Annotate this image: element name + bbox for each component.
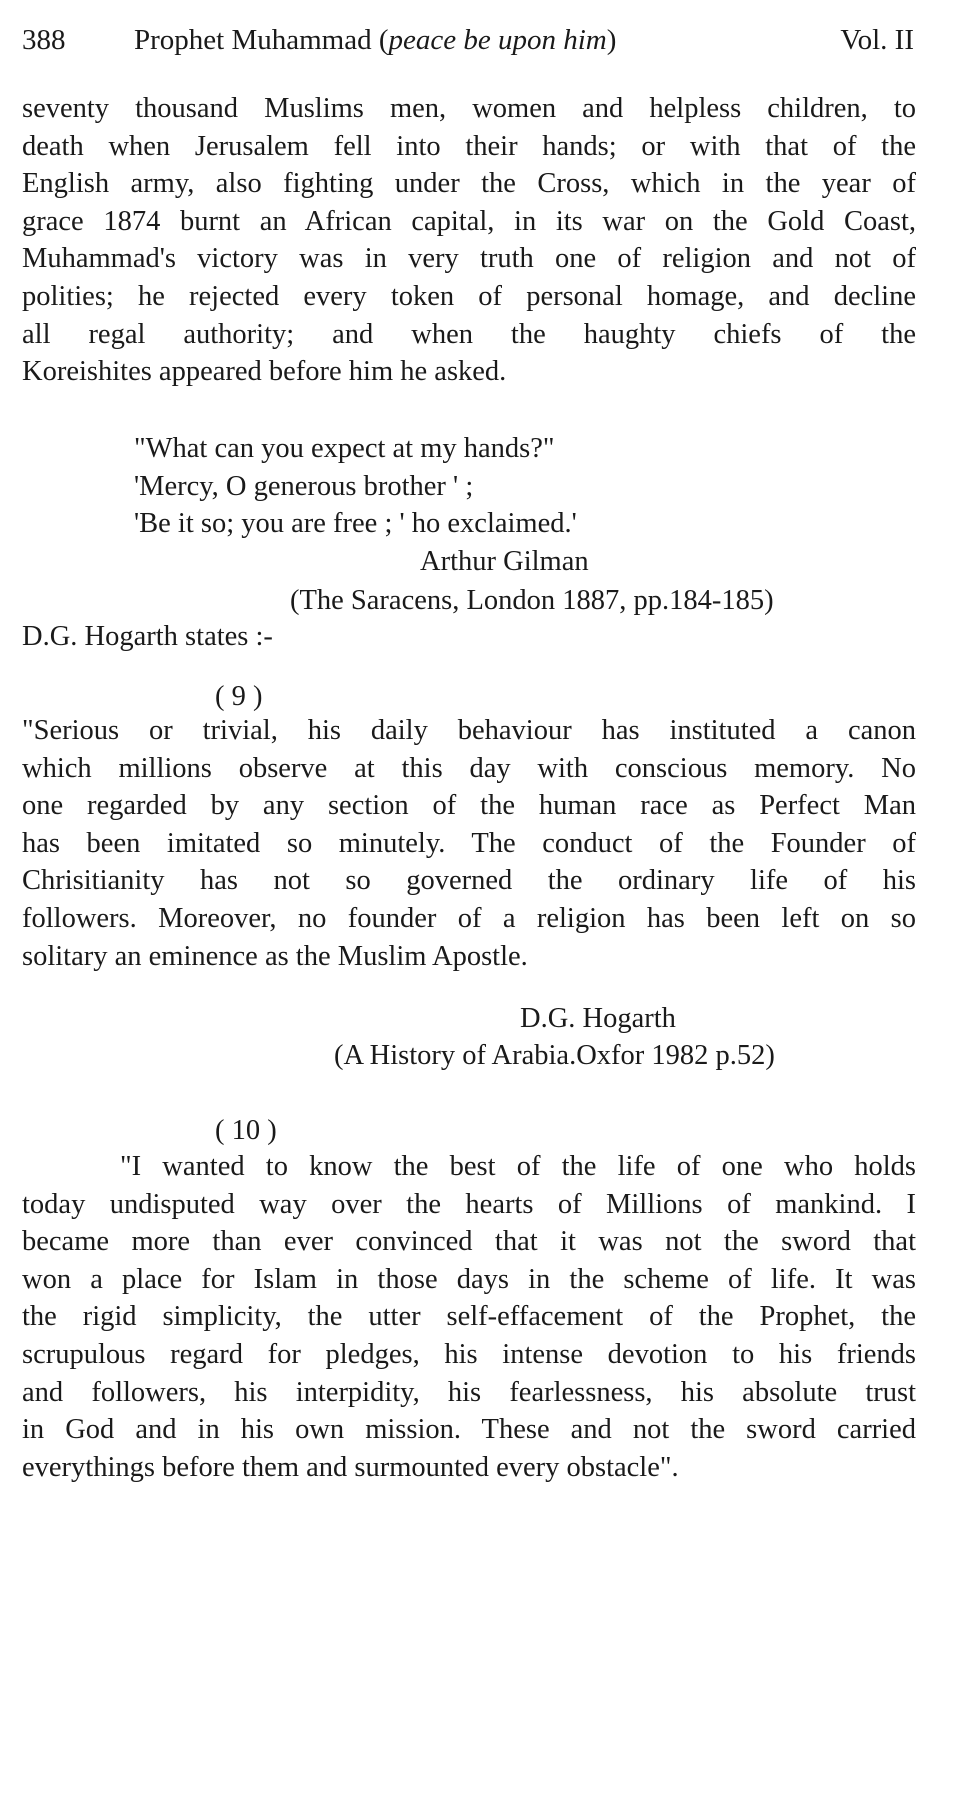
attribution-author: Arthur Gilman (420, 546, 589, 577)
text-line: which millions observe at this day with conscious memory. No (22, 752, 916, 784)
dialogue-quote (134, 430, 577, 543)
text-line: followers. Moreover, no founder of a religion has been left on so (22, 902, 916, 934)
text-line: grace 1874 burnt an African capital, in its war on the Gold Coast, (22, 205, 916, 237)
text-line: everythings before them and surmounted every obstacle". (22, 1451, 679, 1483)
text-line: polities; he rejected every token of personal homage, and decline (22, 280, 916, 312)
book-page (22, 0, 916, 1796)
paragraph-final (22, 1148, 916, 1486)
running-header (22, 18, 916, 62)
text-line: one regarded by any section of the human race as Perfect Man (22, 790, 916, 822)
page-number: 388 (22, 24, 66, 56)
text-line: Chrisitianity has not so governed the ordinary life of his (22, 865, 916, 897)
text-line: won a place for Islam in those days in the scheme of life. It was (22, 1263, 916, 1295)
paragraph-hogarth (22, 712, 916, 975)
text-line: scrupulous regard for pledges, his intense devotion to his friends (22, 1338, 916, 1370)
volume-label: Vol. II (840, 24, 914, 56)
section-intro: D.G. Hogarth states :- (22, 621, 273, 652)
text-line: "Serious or trivial, his daily behaviour has instituted a canon (22, 715, 916, 746)
text-line: solitary an eminence as the Muslim Apostle. (22, 940, 528, 972)
text-line: the rigid simplicity, the utter self-effacement of the Prophet, the (22, 1301, 916, 1333)
text-line: death when Jerusalem fell into their hands; or with that of the (22, 130, 916, 162)
text-line: and followers, his interpidity, his fearlessness, his absolute trust (22, 1376, 916, 1408)
paragraph-continued (22, 90, 916, 391)
text-line: all regal authority; and when the haughty chiefs of the (22, 318, 916, 350)
text-line: "I wanted to know the best of the life of one who holds (120, 1151, 916, 1182)
quote-number: ( 10 ) (215, 1115, 277, 1146)
quote-line: "What can you expect at my hands?" (134, 433, 555, 464)
text-line: English army, also fighting under the Cross, which in the year of (22, 168, 916, 200)
attribution-author: D.G. Hogarth (520, 1003, 676, 1034)
running-title-close: ) (606, 24, 617, 56)
text-line: today undisputed way over the hearts of Millions of mankind. I (22, 1188, 916, 1220)
text-line: Muhammad's victory was in very truth one of religion and not of (22, 243, 916, 275)
text-line: has been imitated so minutely. The conduct of the Founder of (22, 827, 916, 859)
attribution-source: (A History of Arabia.Oxfor 1982 p.52) (334, 1040, 775, 1071)
quote-line: 'Be it so; you are free ; ' ho exclaimed.' (134, 508, 577, 540)
running-title-text: Prophet Muhammad ( (134, 24, 389, 56)
quote-number: ( 9 ) (215, 681, 263, 712)
text-line: became more than ever convinced that it was not the sword that (22, 1226, 916, 1258)
text-line: seventy thousand Muslims men, women and helpless children, to (22, 93, 916, 124)
quote-line: 'Mercy, O generous brother ' ; (134, 470, 474, 502)
running-title (134, 18, 616, 62)
running-title-italic: peace be upon him (388, 24, 607, 56)
text-line: in God and in his own mission. These and not the sword carried (22, 1414, 916, 1446)
attribution-source: (The Saracens, London 1887, pp.184-185) (290, 585, 774, 616)
text-line: Koreishites appeared before him he asked. (22, 356, 507, 388)
